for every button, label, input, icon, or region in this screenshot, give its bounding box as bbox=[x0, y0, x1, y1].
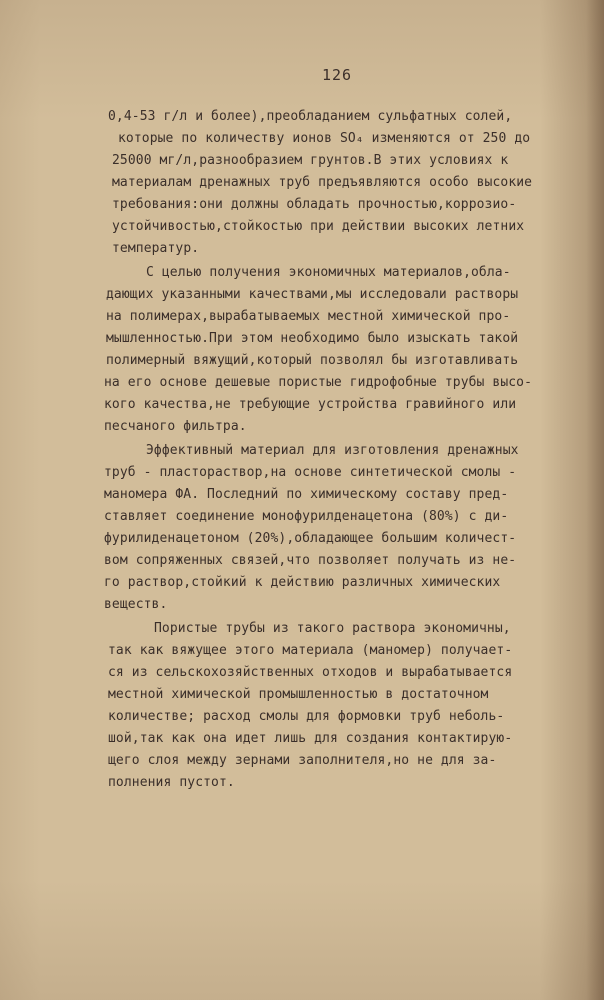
text-line: дающих указанными качествами,мы исследовали растворы bbox=[106, 287, 519, 302]
text-line: на полимерах,вырабатываемых местной химической про- bbox=[106, 309, 511, 324]
text-line: Пористые трубы из такого раствора экономичны, bbox=[154, 621, 511, 636]
text-line: вом сопряженных связей,что позволяет получать из не- bbox=[104, 553, 517, 568]
text-line: ся из сельскохозяйственных отходов и вырабатывается bbox=[108, 665, 513, 680]
text-line: щего слоя между зернами заполнителя,но не для за- bbox=[108, 753, 497, 768]
text-line: материалам дренажных труб предъявляются особо высокие bbox=[112, 175, 533, 190]
text-line: маномера ФА. Последний по химическому составу пред- bbox=[104, 487, 509, 502]
page-edge-shadow bbox=[586, 0, 604, 1000]
text-line: температур. bbox=[112, 241, 200, 256]
text-line: труб - пластораствор,на основе синтетической смолы - bbox=[104, 465, 517, 480]
text-line: С целью получения экономичных материалов,обла- bbox=[146, 265, 511, 280]
text-line: на его основе дешевые пористые гидрофобные трубы высо- bbox=[104, 375, 533, 390]
text-line: которые по количеству ионов SO₄ изменяются от 250 до bbox=[118, 131, 531, 146]
text-line: веществ. bbox=[104, 597, 168, 612]
text-line: местной химической промышленностью в достаточном bbox=[108, 687, 489, 702]
text-line: 25000 мг/л,разнообразием грунтов.В этих условиях к bbox=[112, 153, 509, 168]
text-line: кого качества,не требующие устройства гравийного или bbox=[104, 397, 517, 412]
text-line: мышленностью.При этом необходимо было изыскать такой bbox=[106, 331, 519, 346]
text-line: полнения пустот. bbox=[108, 775, 235, 790]
text-line: устойчивостью,стойкостью при действии высоких летних bbox=[112, 219, 525, 234]
text-line: шой,так как она идет лишь для создания контактирую- bbox=[108, 731, 513, 746]
text-line: количестве; расход смолы для формовки труб неболь- bbox=[108, 709, 505, 724]
text-line: требования:они должны обладать прочностью,коррозио- bbox=[112, 197, 517, 212]
text-line: 0,4-53 г/л и более),преобладанием сульфатных солей, bbox=[108, 109, 513, 124]
text-line: полимерный вяжущий,который позволял бы изготавливать bbox=[106, 353, 519, 368]
text-line: так как вяжущее этого материала (маномер) получает- bbox=[108, 643, 513, 658]
text-line: песчаного фильтра. bbox=[104, 419, 247, 434]
page-number: 126 bbox=[322, 66, 353, 84]
text-line: фурилиденацетоном (20%),обладающее большим количест- bbox=[104, 531, 517, 546]
text-line: го раствор,стойкий к действию различных химических bbox=[104, 575, 501, 590]
text-line: Эффективный материал для изготовления дренажных bbox=[146, 443, 519, 458]
text-line: ставляет соединение монофурилденацетона (80%) с ди- bbox=[104, 509, 509, 524]
